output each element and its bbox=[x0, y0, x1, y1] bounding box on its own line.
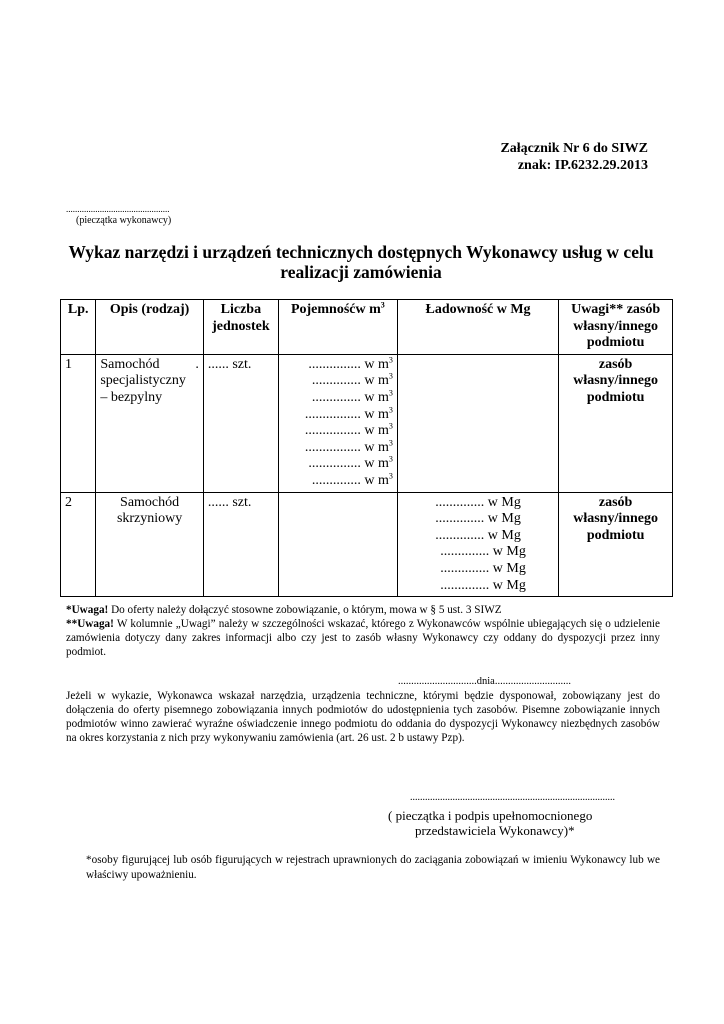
row1-poj-text: .............. w m bbox=[311, 373, 389, 389]
notes-block bbox=[66, 603, 660, 659]
row1-poj-text: ................ w m bbox=[304, 406, 389, 422]
row2-opis bbox=[96, 492, 204, 597]
stamp-dotted-line: .............................................. bbox=[66, 204, 170, 214]
header-lp: Lp. bbox=[61, 300, 96, 355]
row2-liczba: ...... szt. bbox=[203, 492, 278, 597]
row2-lad-line: .............. w Mg bbox=[435, 527, 521, 543]
row2-ladownosc bbox=[397, 492, 558, 597]
stamp-label: (pieczątka wykonawcy) bbox=[76, 215, 172, 226]
table-row bbox=[61, 354, 673, 492]
row1-poj-sup: 3 bbox=[388, 388, 393, 398]
row1-pojemnosc bbox=[278, 354, 397, 492]
row1-poj-text: ................ w m bbox=[304, 439, 389, 455]
row1-poj-sup: 3 bbox=[388, 471, 393, 481]
header-liczba: Liczba jednostek bbox=[203, 300, 278, 355]
row2-opis-a: Samochód bbox=[120, 494, 180, 510]
row1-poj-sup: 3 bbox=[388, 404, 393, 414]
row1-poj-text: ............... w m bbox=[308, 356, 389, 372]
row1-opis-c: – bezpylny bbox=[100, 389, 163, 405]
table-row bbox=[61, 492, 673, 597]
signature-dotted-line: .................................................................................. bbox=[410, 792, 615, 803]
header-pojemnosc-text: Pojemnośćw m bbox=[290, 302, 381, 317]
attachment-number: Załącznik Nr 6 do SIWZ bbox=[500, 141, 648, 156]
row1-poj-line bbox=[283, 456, 393, 473]
row2-lad-line: .............. w Mg bbox=[440, 544, 526, 560]
header-ladownosc: Ładowność w Mg bbox=[397, 300, 558, 355]
equipment-table bbox=[60, 299, 673, 597]
row1-ladownosc bbox=[397, 354, 558, 492]
row1-poj-sup: 3 bbox=[388, 454, 393, 464]
row1-poj-sup: 3 bbox=[388, 371, 393, 381]
row2-lad-line: .............. w Mg bbox=[440, 577, 526, 593]
date-line: ..............................dnia............................. bbox=[398, 676, 571, 687]
row1-poj-text: .............. w m bbox=[311, 472, 389, 488]
row1-poj-line bbox=[283, 423, 393, 440]
note-1-text: Do oferty należy dołączyć stosowne zobowiązanie, o którym, mowa w § 5 ust. 3 SIWZ bbox=[108, 604, 502, 616]
header-pojemnosc-sup: 3 bbox=[380, 300, 385, 310]
row2-opis-b: skrzyniowy bbox=[116, 511, 183, 527]
row1-uwagi: zasób własny/innego podmiotu bbox=[559, 354, 673, 492]
row2-uwagi: zasób własny/innego podmiotu bbox=[559, 492, 673, 597]
row1-poj-line bbox=[283, 373, 393, 390]
header-uwagi: Uwagi** zasób własny/innego podmiotu bbox=[559, 300, 673, 355]
note-2-text: W kolumnie „Uwagi” należy w szczególności wskazać, którego z Wykonawców wspólnie ubiegających się o udzielenie zamówienia dotyczy dany zakres informacji albo czy jest to zasób własny Wykonawcy czy oddany do dyspozycji przez inny podmiot. bbox=[66, 618, 660, 658]
row2-lad-line: .............. w Mg bbox=[440, 560, 526, 576]
row1-poj-line bbox=[283, 473, 393, 490]
row1-poj-sup: 3 bbox=[388, 355, 393, 365]
row1-opis-b: specjalistyczny bbox=[100, 373, 186, 389]
row2-pojemnosc bbox=[278, 492, 397, 597]
row2-lad-line: .............. w Mg bbox=[435, 494, 521, 510]
note-1-label: *Uwaga! bbox=[66, 604, 109, 616]
row1-opis-a: Samochód bbox=[100, 356, 160, 372]
row1-poj-text: ................ w m bbox=[304, 423, 389, 439]
footnote: *osoby figurującej lub osób figurujących w rejestrach uprawnionych do zaciągania zobowiązań w imieniu Wykonawcy lub we właściwy upoważnieniu. bbox=[86, 854, 660, 881]
row1-poj-text: ............... w m bbox=[308, 456, 389, 472]
document-title: Wykaz narzędzi i urządzeń technicznych dostępnych Wykonawcy usług w celu realizacji zamówienia bbox=[68, 242, 654, 282]
row1-poj-line bbox=[283, 357, 393, 374]
header-opis: Opis (rodzaj) bbox=[96, 300, 204, 355]
row1-poj-text: .............. w m bbox=[311, 389, 389, 405]
obligation-paragraph: Jeżeli w wykazie, Wykonawca wskazał narzędzia, urządzenia techniczne, którymi będzie dysponował, zobowiązany jest do dołączenia do oferty pisemnego zobowiązania innych podmiotów do udostępnienia tych zasobów. Pisemne zobowiązanie innych podmiotów winno zawierać wyraźne oświadczenie innego podmiotu do oddania do dyspozycji Wykonawcy niezbędnych zasobów na okres korzystania z nich przy wykonywaniu zamówienia (art. 26 ust. 2 b ustawy Pzp). bbox=[66, 690, 660, 744]
note-2 bbox=[66, 617, 660, 659]
note-2-label: **Uwaga! bbox=[66, 618, 114, 630]
row1-poj-sup: 3 bbox=[388, 421, 393, 431]
note-1 bbox=[66, 603, 660, 617]
signature-label-line1: ( pieczątka i podpis upełnomocnionego bbox=[388, 808, 593, 823]
row1-opis bbox=[96, 354, 204, 492]
table-header-row bbox=[61, 300, 673, 355]
row2-lad-line: .............. w Mg bbox=[435, 511, 521, 527]
row1-liczba: ...... szt. bbox=[203, 354, 278, 492]
row1-opis-dot: . bbox=[195, 356, 199, 372]
row1-poj-line bbox=[283, 404, 393, 424]
row1-lp: 1 bbox=[61, 354, 96, 492]
row2-lp: 2 bbox=[61, 492, 96, 597]
row1-poj-line bbox=[283, 390, 393, 407]
reference-number: znak: IP.6232.29.2013 bbox=[517, 158, 648, 173]
row1-opis-line1 bbox=[100, 357, 199, 374]
signature-label-line2: przedstawiciela Wykonawcy)* bbox=[415, 823, 575, 838]
row1-poj-line bbox=[283, 440, 393, 457]
header-pojemnosc bbox=[278, 300, 397, 355]
row1-poj-sup: 3 bbox=[388, 438, 393, 448]
